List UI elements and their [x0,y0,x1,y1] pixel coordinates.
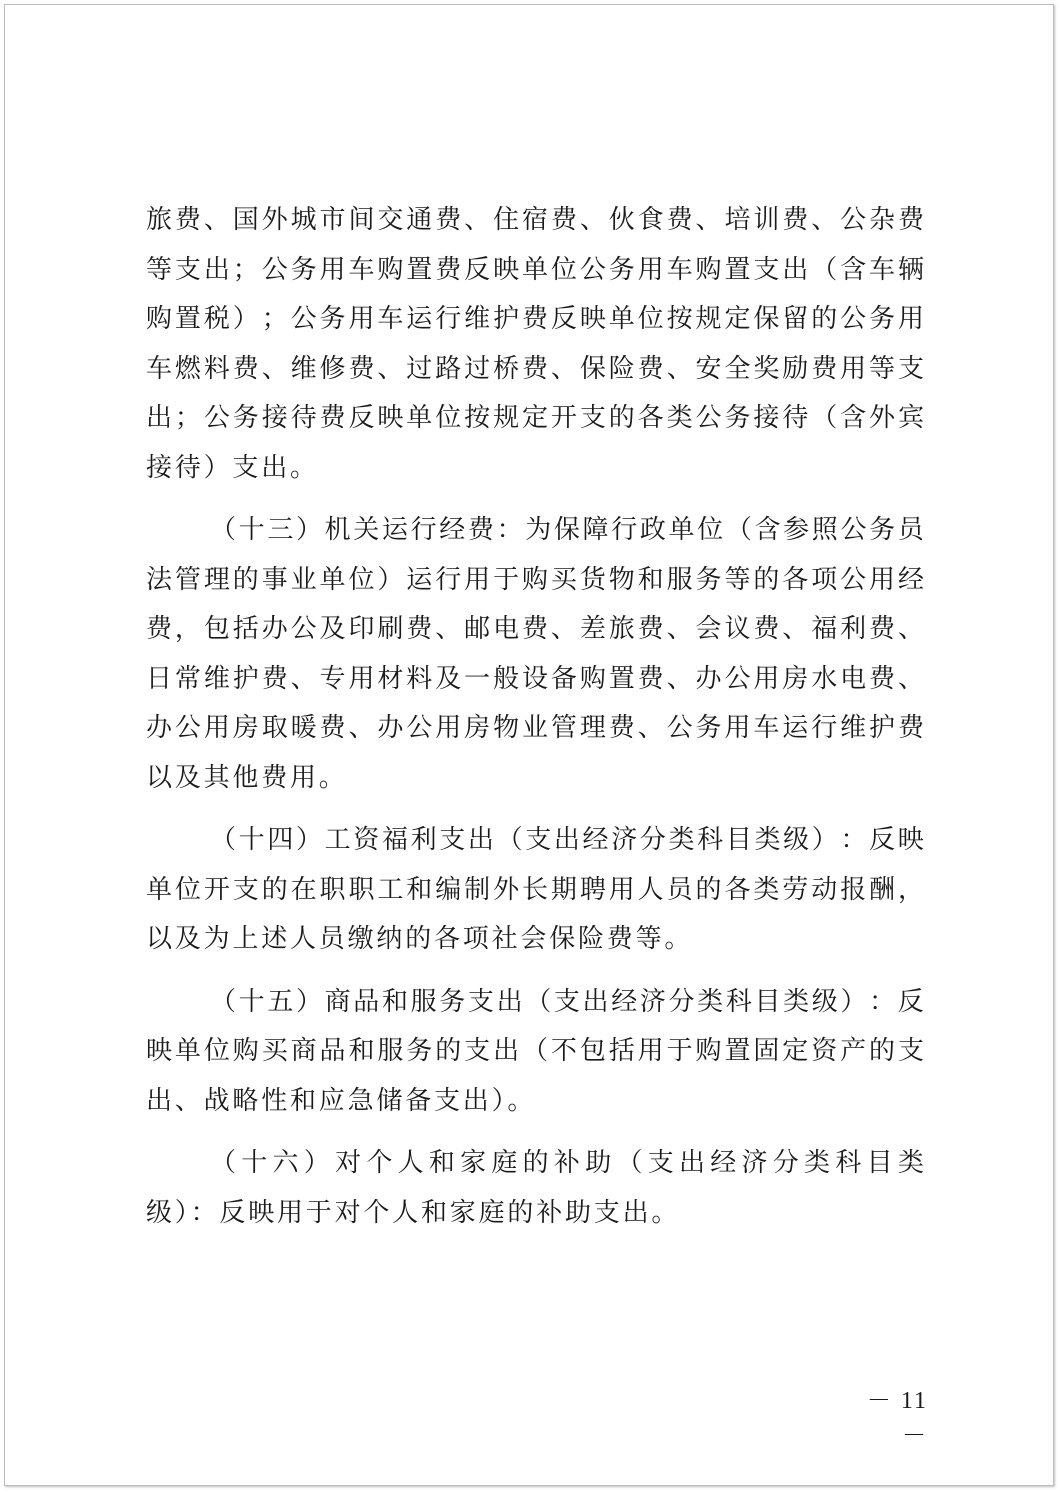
text-line: 出、战略性和应急储备支出）。 [146,1085,537,1116]
text-line: 映 单 位 购 买 商 品 和 服 务 的 支 出 （ 不 包 括 用 于 购 置 固 定 资 产 的 支 [146,1036,924,1066]
text-line: 级）：反映用于对个人和家庭的补助支出。 [146,1197,681,1228]
text-line: 以及其他费用。 [146,762,348,793]
paragraph [146,196,924,493]
text-line: 旅 费 、 国 外 城 市 间 交 通 费 、 住 宿 费 、 伙 食 费 、 培 训 费 、 公 杂 费 [146,205,924,235]
text-line: 单 位 开 支 的 在 职 职 工 和 编 制 外 长 期 聘 用 人 员 的 各 类 劳 动 报 酬 ， [146,874,924,905]
text-line: （ 十 四 ） 工 资 福 利 支 出 （ 支 出 经 济 分 类 科 目 类 级 ） ： 反 映 [210,825,924,855]
text-line: （ 十 五 ） 商 品 和 服 务 支 出 （ 支 出 经 济 分 类 科 目 类 级 ） ： 反 [210,986,924,1017]
text-line: 办 公 用 房 取 暖 费 、 办 公 用 房 物 业 管 理 费 、 公 务 用 车 运 行 维 护 费 [146,713,924,743]
text-line: （ 十 三 ） 机 关 运 行 经 费 ： 为 保 障 行 政 单 位 （ 含 参 照 公 务 员 [210,515,924,545]
text-line: 法 管 理 的 事 业 单 位 ） 运 行 用 于 购 买 货 物 和 服 务 等 的 各 项 公 用 经 [146,564,924,595]
page-number: － 11 － [866,1388,928,1449]
text-line: 等 支 出 ； 公 务 用 车 购 置 费 反 映 单 位 公 务 用 车 购 置 支 出 （ 含 车 辆 [146,254,924,285]
text-line: 费 ， 包 括 办 公 及 印 刷 费 、 邮 电 费 、 差 旅 费 、 会 议 费 、 福 利 费 、 [146,614,924,644]
text-line: 接待）支出。 [146,452,319,483]
text-line: 购 置 税 ） ； 公 务 用 车 运 行 维 护 费 反 映 单 位 按 规 定 保 留 的 公 务 用 [146,304,924,334]
paragraph [146,1139,924,1238]
paragraph [146,978,924,1127]
text-line: 出 ； 公 务 接 待 费 反 映 单 位 按 规 定 开 支 的 各 类 公 务 接 待 （ 含 外 宾 [146,403,924,433]
paragraph [146,506,924,803]
text-line: 日 常 维 护 费 、 专 用 材 料 及 一 般 设 备 购 置 费 、 办 公 用 房 水 电 费 、 [146,663,924,694]
paragraph [146,816,924,965]
document-body [146,196,924,1238]
text-line: 车 燃 料 费 、 维 修 费 、 过 路 过 桥 费 、 保 险 费 、 安 全 奖 励 费 用 等 支 [146,353,924,384]
text-line: （ 十 六 ） 对 个 人 和 家 庭 的 补 助 （ 支 出 经 济 分 类 科 目 类 [210,1148,924,1178]
text-line: 以及为上述人员缴纳的各项社会保险费等。 [146,924,694,954]
